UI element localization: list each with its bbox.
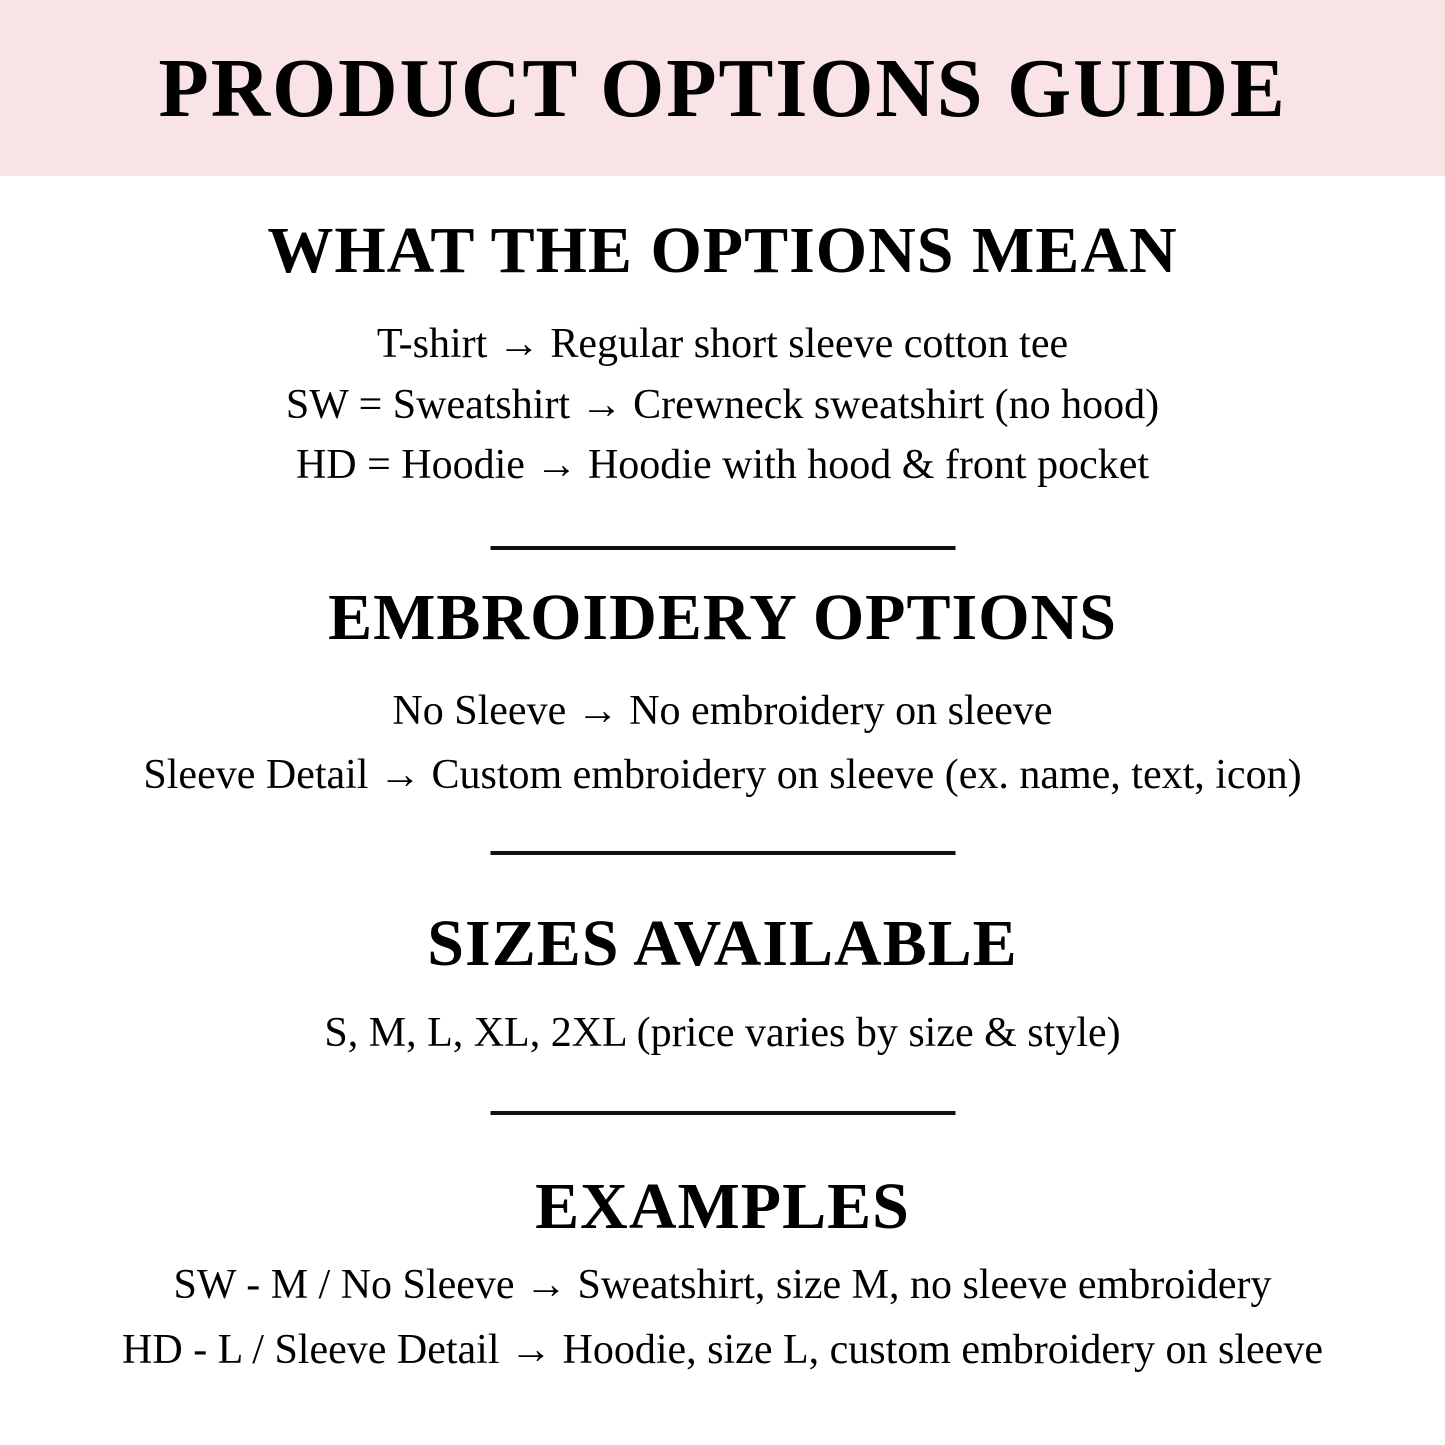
example-line-hoodie: HD - L / Sleeve Detail → Hoodie, size L, custom embroidery on sleeve bbox=[122, 1327, 1323, 1373]
section-heading-sizes-available: SIZES AVAILABLE bbox=[427, 907, 1018, 980]
section-heading-what-the-options-mean: WHAT THE OPTIONS MEAN bbox=[267, 214, 1178, 287]
section-heading-examples: EXAMPLES bbox=[535, 1170, 910, 1243]
example-line-sweatshirt: SW - M / No Sleeve → Sweatshirt, size M, no sleeve embroidery bbox=[173, 1262, 1272, 1308]
embroidery-line-sleeve-detail: Sleeve Detail → Custom embroidery on sleeve (ex. name, text, icon) bbox=[143, 752, 1302, 798]
sizes-line: S, M, L, XL, 2XL (price varies by size & style) bbox=[324, 1010, 1121, 1056]
page-title: PRODUCT OPTIONS GUIDE bbox=[158, 41, 1287, 135]
option-line-sweatshirt: SW = Sweatshirt → Crewneck sweatshirt (no hood) bbox=[285, 382, 1160, 428]
section-divider bbox=[490, 1111, 955, 1115]
section-divider bbox=[490, 851, 955, 855]
header-band bbox=[0, 0, 1445, 176]
embroidery-line-no-sleeve: No Sleeve → No embroidery on sleeve bbox=[392, 688, 1053, 734]
section-divider bbox=[490, 546, 955, 550]
option-line-tshirt: T-shirt → Regular short sleeve cotton tee bbox=[376, 321, 1069, 367]
option-line-hoodie: HD = Hoodie → Hoodie with hood & front pocket bbox=[295, 442, 1150, 488]
section-heading-embroidery-options: EMBROIDERY OPTIONS bbox=[328, 581, 1117, 654]
